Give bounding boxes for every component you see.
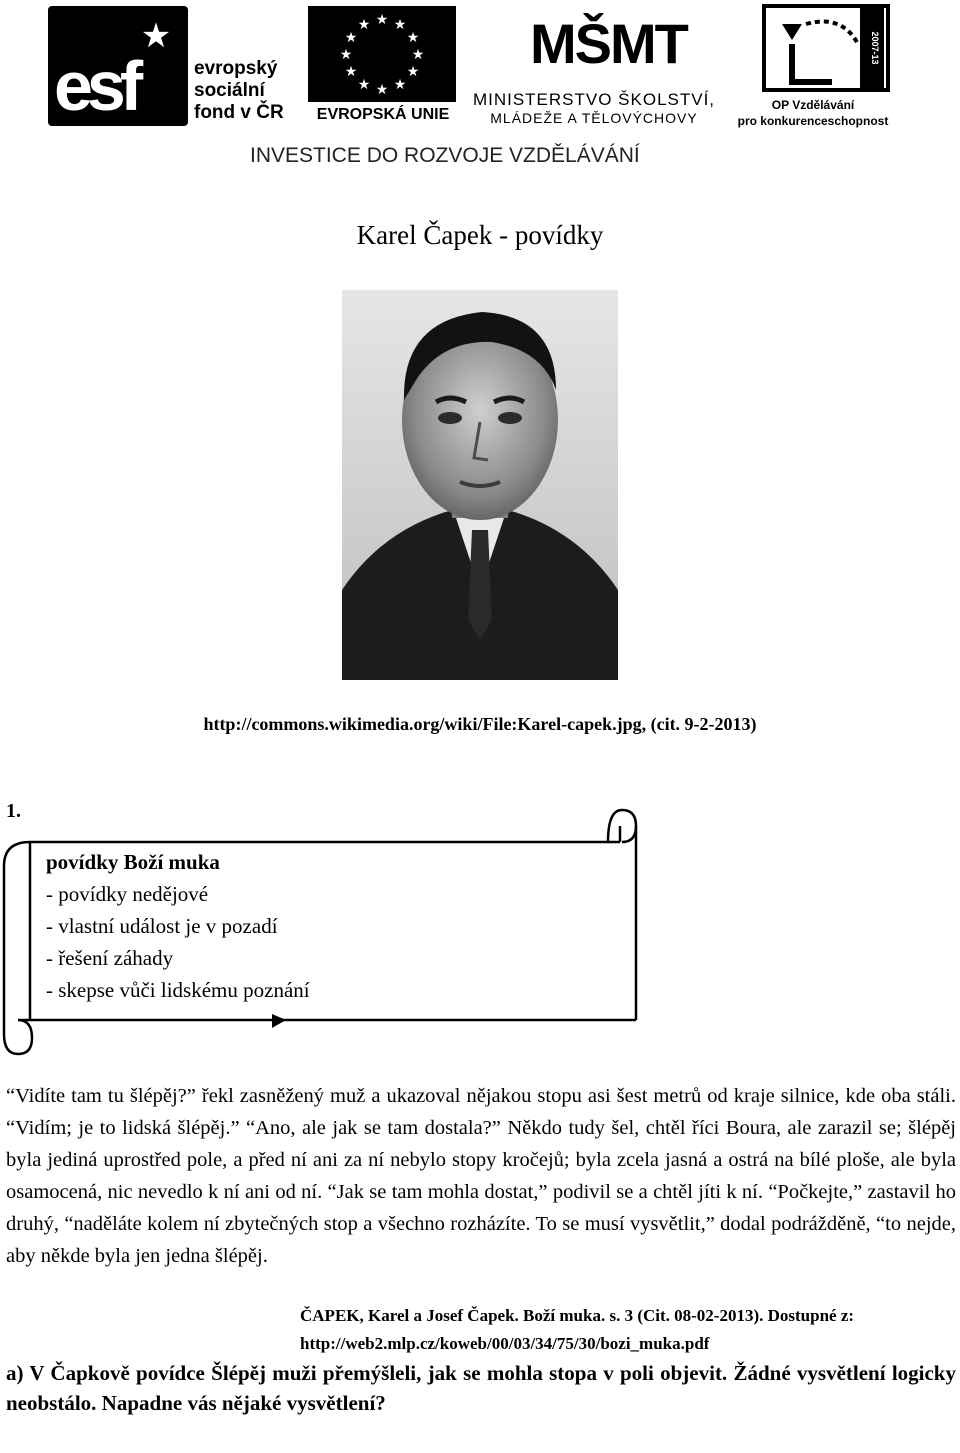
citation — [300, 1302, 956, 1358]
msmt-mark: MŠMT — [530, 12, 687, 75]
msmt-line1: MINISTERSTVO ŠKOLSTVÍ, — [472, 90, 716, 109]
op-badge: 2007-13 — [870, 31, 880, 65]
eu-flag-icon — [308, 6, 456, 102]
esf-text — [194, 58, 284, 124]
scroll-item: - vlastní událost je v pozadí — [46, 914, 278, 938]
citation-line: ČAPEK, Karel a Josef Čapek. Boží muka. s. 3 (Cit. 08-02-2013). Dostupné z: — [300, 1306, 855, 1325]
svg-text:★: ★ — [344, 64, 358, 80]
svg-text:★: ★ — [393, 17, 407, 33]
task-question: a) V Čapkově povídce Šlépěj muži přemýšleli, jak se mohla stopa v poli objevit. Žádné vysvětlení logicky neobstálo. Napadne vás nějaké vysvětlení? — [6, 1361, 956, 1415]
scroll-content — [46, 846, 310, 1006]
svg-text:★: ★ — [393, 77, 407, 93]
citation-link: http://web2.mlp.cz/koweb/00/03/34/75/30/bozi_muka.pdf — [300, 1334, 710, 1353]
esf-text-line: fond v ČR — [194, 102, 284, 123]
svg-text:★: ★ — [375, 82, 389, 98]
svg-text:★: ★ — [406, 64, 420, 80]
msmt-logo — [466, 4, 722, 128]
page-title: Karel Čapek - povídky — [356, 220, 604, 250]
esf-text-line: sociální — [194, 80, 265, 101]
portrait-caption: http://commons.wikimedia.org/wiki/File:Karel-capek.jpg, (cit. 9-2-2013) — [203, 714, 757, 734]
scroll-item: - povídky nedějové — [46, 882, 209, 906]
eu-label: EVROPSKÁ UNIE — [316, 106, 450, 123]
svg-text:★: ★ — [357, 17, 371, 33]
svg-text:★: ★ — [411, 47, 425, 63]
scroll-item: - řešení záhady — [46, 946, 174, 970]
eu-logo — [308, 6, 458, 126]
msmt-line2: MLÁDEŽE A TĚLOVÝCHOVY — [490, 110, 698, 126]
svg-text:★: ★ — [406, 30, 420, 46]
op-logo — [728, 4, 898, 128]
esf-logo — [48, 6, 298, 126]
scroll-item: - skepse vůči lidskému poznání — [46, 978, 310, 1002]
op-line1: OP Vzdělávání — [771, 98, 855, 112]
portrait-photo — [342, 290, 618, 680]
svg-text:★: ★ — [375, 12, 389, 28]
esf-mark — [48, 6, 188, 126]
esf-mark-letters: esf — [54, 47, 138, 125]
svg-text:★: ★ — [344, 30, 358, 46]
op-line2: pro konkurenceschopnost — [737, 114, 889, 128]
investice-banner: INVESTICE DO ROZVOJE VZDĚLÁVÁNÍ — [250, 144, 640, 167]
story-excerpt: “Vidíte tam tu šlépěj?” řekl zasněžený muž a ukazoval nějakou stopu asi šest metrů od kraje silnice, kde oba stáli. “Vidím; je to lidská šlépěj.” “Ano, ale jak se tam dostala?” Někdo tudy šel, chtěl říci Boura, ale zarazil se; šlépěj byla jediná uprostřed pole, a před ní ani za ní nebylo stopy kročejů; byla zcela jasná a ostrá na bílé ploše, ale byla osamocená, nic nevedlo k ní ani od ní. “Jak se tam mohla dostat,” podivil se a chtěl jíti k ní. “Počkejte,” zastavil ho druhý, “naděláte kolem ní zbytečných stop a všechno rozházíte. To se musí vysvětlit,” dodal podrážděně, “to nejde, aby někde byla jen jedna šlépěj. — [6, 1085, 956, 1267]
svg-text:★: ★ — [339, 47, 353, 63]
scroll-heading: povídky Boží muka — [46, 850, 220, 874]
section-number: 1. — [6, 800, 21, 822]
star-icon: ★ — [140, 16, 172, 56]
op-mark-icon — [762, 4, 890, 92]
svg-text:★: ★ — [357, 77, 371, 93]
esf-text-line: evropský — [194, 58, 278, 79]
